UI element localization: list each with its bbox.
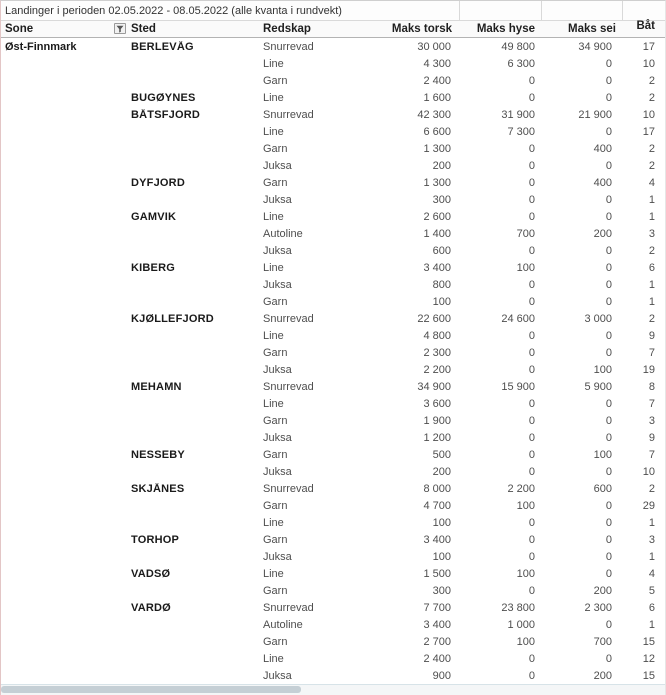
cell-hyse: 0 xyxy=(528,669,535,682)
cell-sted: BERLEVÅG xyxy=(131,40,194,53)
cell-sei: 0 xyxy=(605,193,612,206)
cell-redskap: Garn xyxy=(263,176,288,189)
cell-hyse: 700 xyxy=(516,227,535,240)
cell-torsk: 3 400 xyxy=(423,618,451,631)
cell-bat: 3 xyxy=(648,227,655,240)
cell-hyse: 0 xyxy=(528,397,535,410)
cell-sei: 0 xyxy=(605,244,612,257)
cell-hyse: 0 xyxy=(528,465,535,478)
cell-redskap: Line xyxy=(263,261,284,274)
cell-redskap: Line xyxy=(263,397,284,410)
cell-bat: 12 xyxy=(642,652,655,665)
table-row[interactable] xyxy=(1,514,665,531)
cell-redskap: Line xyxy=(263,652,284,665)
cell-redskap: Snurrevad xyxy=(263,380,314,393)
column-header-bat[interactable]: Båt xyxy=(636,20,655,32)
cell-sted: BUGØYNES xyxy=(131,91,196,104)
cell-redskap: Juksa xyxy=(263,431,292,444)
table-row[interactable] xyxy=(1,72,665,89)
cell-redskap: Juksa xyxy=(263,159,292,172)
cell-sei: 0 xyxy=(605,125,612,138)
cell-sei: 0 xyxy=(605,533,612,546)
cell-redskap: Garn xyxy=(263,295,288,308)
table-row[interactable] xyxy=(1,208,665,225)
column-header-redskap[interactable]: Redskap xyxy=(263,23,311,35)
table-row[interactable] xyxy=(1,378,665,395)
cell-redskap: Garn xyxy=(263,74,288,87)
cell-torsk: 900 xyxy=(432,669,451,682)
cell-hyse: 100 xyxy=(516,499,535,512)
cell-bat: 1 xyxy=(648,278,655,291)
cell-redskap: Snurrevad xyxy=(263,108,314,121)
cell-sei: 0 xyxy=(605,499,612,512)
cell-sei: 0 xyxy=(605,278,612,291)
table-row[interactable] xyxy=(1,140,665,157)
cell-torsk: 6 600 xyxy=(423,125,451,138)
cell-hyse: 0 xyxy=(528,652,535,665)
cell-bat: 1 xyxy=(648,618,655,631)
cell-torsk: 3 600 xyxy=(423,397,451,410)
cell-torsk: 4 300 xyxy=(423,57,451,70)
table-row[interactable] xyxy=(1,582,665,599)
scrollbar-thumb[interactable] xyxy=(1,686,301,693)
cell-hyse: 0 xyxy=(528,533,535,546)
cell-sted: KJØLLEFJORD xyxy=(131,312,214,325)
cell-sei: 0 xyxy=(605,550,612,563)
table-row[interactable] xyxy=(1,480,665,497)
cell-bat: 17 xyxy=(642,40,655,53)
cell-torsk: 200 xyxy=(432,159,451,172)
cell-redskap: Juksa xyxy=(263,244,292,257)
cell-bat: 19 xyxy=(642,363,655,376)
cell-hyse: 0 xyxy=(528,346,535,359)
table-row[interactable] xyxy=(1,616,665,633)
cell-redskap: Line xyxy=(263,567,284,580)
table-row[interactable] xyxy=(1,565,665,582)
cell-torsk: 300 xyxy=(432,584,451,597)
cell-bat: 5 xyxy=(648,584,655,597)
cell-bat: 2 xyxy=(648,244,655,257)
cell-redskap: Autoline xyxy=(263,618,303,631)
table-row[interactable] xyxy=(1,293,665,310)
cell-sei: 200 xyxy=(593,669,612,682)
cell-sted: DYFJORD xyxy=(131,176,185,189)
cell-sei: 0 xyxy=(605,329,612,342)
cell-redskap: Garn xyxy=(263,584,288,597)
cell-bat: 17 xyxy=(642,125,655,138)
table-row[interactable] xyxy=(1,344,665,361)
cell-torsk: 1 600 xyxy=(423,91,451,104)
filter-icon[interactable] xyxy=(114,23,126,34)
cell-sted: GAMVIK xyxy=(131,210,177,223)
table-row[interactable] xyxy=(1,531,665,548)
table-row[interactable] xyxy=(1,548,665,565)
cell-sei: 200 xyxy=(593,227,612,240)
cell-hyse: 2 200 xyxy=(507,482,535,495)
cell-hyse: 1 000 xyxy=(507,618,535,631)
cell-bat: 9 xyxy=(648,431,655,444)
cell-sted: TORHOP xyxy=(131,533,180,546)
cell-bat: 15 xyxy=(642,669,655,682)
cell-torsk: 42 300 xyxy=(417,108,451,121)
table-row[interactable] xyxy=(1,667,665,684)
report-title: Landinger i perioden 02.05.2022 - 08.05.2022 (alle kvanta i rundvekt) xyxy=(5,4,342,17)
cell-torsk: 2 600 xyxy=(423,210,451,223)
table-row[interactable] xyxy=(1,191,665,208)
cell-hyse: 100 xyxy=(516,635,535,648)
cell-bat: 1 xyxy=(648,295,655,308)
table-row[interactable] xyxy=(1,157,665,174)
cell-sei: 0 xyxy=(605,414,612,427)
cell-hyse: 0 xyxy=(528,329,535,342)
cell-sei: 0 xyxy=(605,159,612,172)
cell-torsk: 2 400 xyxy=(423,652,451,665)
table-row[interactable] xyxy=(1,242,665,259)
cell-redskap: Line xyxy=(263,91,284,104)
cell-bat: 6 xyxy=(648,601,655,614)
cell-bat: 7 xyxy=(648,346,655,359)
cell-bat: 2 xyxy=(648,159,655,172)
cell-sei: 0 xyxy=(605,431,612,444)
cell-hyse: 0 xyxy=(528,244,535,257)
cell-torsk: 2 700 xyxy=(423,635,451,648)
cell-torsk: 8 000 xyxy=(423,482,451,495)
column-header-maks-torsk[interactable]: Maks torsk xyxy=(391,23,452,35)
cell-redskap: Garn xyxy=(263,414,288,427)
cell-torsk: 3 400 xyxy=(423,533,451,546)
cell-redskap: Line xyxy=(263,57,284,70)
cell-sone: Øst-Finnmark xyxy=(5,40,77,53)
cell-torsk: 800 xyxy=(432,278,451,291)
column-header-maks-sei[interactable]: Maks sei xyxy=(568,23,616,35)
cell-bat: 1 xyxy=(648,550,655,563)
table-row[interactable] xyxy=(1,55,665,72)
cell-sei: 0 xyxy=(605,652,612,665)
cell-torsk: 1 500 xyxy=(423,567,451,580)
cell-hyse: 100 xyxy=(516,567,535,580)
cell-torsk: 600 xyxy=(432,244,451,257)
cell-redskap: Garn xyxy=(263,448,288,461)
cell-sei: 0 xyxy=(605,618,612,631)
cell-hyse: 31 900 xyxy=(501,108,535,121)
cell-redskap: Autoline xyxy=(263,227,303,240)
cell-hyse: 0 xyxy=(528,448,535,461)
cell-torsk: 2 200 xyxy=(423,363,451,376)
column-header-maks-hyse[interactable]: Maks hyse xyxy=(476,23,535,35)
cell-redskap: Juksa xyxy=(263,363,292,376)
table-row[interactable] xyxy=(1,89,665,106)
cell-redskap: Garn xyxy=(263,533,288,546)
cell-sted: VARDØ xyxy=(131,601,171,614)
cell-sted: VADSØ xyxy=(131,567,171,580)
table-row[interactable] xyxy=(1,106,665,123)
cell-hyse: 23 800 xyxy=(501,601,535,614)
cell-bat: 10 xyxy=(642,108,655,121)
cell-bat: 1 xyxy=(648,210,655,223)
table-row[interactable] xyxy=(1,123,665,140)
cell-torsk: 1 200 xyxy=(423,431,451,444)
cell-hyse: 0 xyxy=(528,176,535,189)
table-row[interactable] xyxy=(1,599,665,616)
table-row[interactable] xyxy=(1,38,665,55)
cell-bat: 9 xyxy=(648,329,655,342)
cell-hyse: 0 xyxy=(528,295,535,308)
cell-hyse: 0 xyxy=(528,550,535,563)
cell-sei: 0 xyxy=(605,465,612,478)
cell-torsk: 4 800 xyxy=(423,329,451,342)
table-row[interactable] xyxy=(1,412,665,429)
cell-sei: 0 xyxy=(605,57,612,70)
table-row[interactable] xyxy=(1,429,665,446)
cell-bat: 8 xyxy=(648,380,655,393)
table-row[interactable] xyxy=(1,463,665,480)
funnel-glyph xyxy=(116,25,124,33)
cell-bat: 2 xyxy=(648,74,655,87)
table-body xyxy=(1,38,665,684)
cell-torsk: 100 xyxy=(432,516,451,529)
cell-sei: 0 xyxy=(605,210,612,223)
column-header-sone-label: Sone xyxy=(5,23,34,35)
cell-sei: 0 xyxy=(605,91,612,104)
cell-bat: 10 xyxy=(642,57,655,70)
cell-sei: 600 xyxy=(593,482,612,495)
cell-sei: 400 xyxy=(593,142,612,155)
cell-redskap: Snurrevad xyxy=(263,40,314,53)
cell-sei: 0 xyxy=(605,567,612,580)
table-row[interactable] xyxy=(1,497,665,514)
cell-sei: 0 xyxy=(605,261,612,274)
cell-hyse: 0 xyxy=(528,159,535,172)
cell-sei: 400 xyxy=(593,176,612,189)
cell-sei: 0 xyxy=(605,516,612,529)
cell-torsk: 2 300 xyxy=(423,346,451,359)
cell-hyse: 7 300 xyxy=(507,125,535,138)
cell-torsk: 22 600 xyxy=(417,312,451,325)
cell-torsk: 500 xyxy=(432,448,451,461)
cell-bat: 3 xyxy=(648,533,655,546)
cell-torsk: 1 300 xyxy=(423,176,451,189)
cell-sted: SKJÅNES xyxy=(131,482,185,495)
cell-hyse: 0 xyxy=(528,584,535,597)
cell-bat: 15 xyxy=(642,635,655,648)
cell-bat: 2 xyxy=(648,482,655,495)
cell-sei: 2 300 xyxy=(584,601,612,614)
cell-bat: 29 xyxy=(642,499,655,512)
horizontal-scrollbar[interactable] xyxy=(1,685,666,695)
cell-hyse: 0 xyxy=(528,74,535,87)
cell-bat: 3 xyxy=(648,414,655,427)
column-header-sted[interactable]: Sted xyxy=(131,23,156,35)
cell-hyse: 0 xyxy=(528,414,535,427)
table-row[interactable] xyxy=(1,310,665,327)
cell-redskap: Garn xyxy=(263,635,288,648)
cell-torsk: 30 000 xyxy=(417,40,451,53)
table-header-row xyxy=(1,21,665,38)
cell-hyse: 0 xyxy=(528,210,535,223)
cell-hyse: 0 xyxy=(528,91,535,104)
cell-sei: 3 000 xyxy=(584,312,612,325)
cell-torsk: 200 xyxy=(432,465,451,478)
cell-sei: 0 xyxy=(605,397,612,410)
cell-redskap: Juksa xyxy=(263,193,292,206)
cell-redskap: Garn xyxy=(263,499,288,512)
cell-hyse: 0 xyxy=(528,193,535,206)
cell-sei: 34 900 xyxy=(578,40,612,53)
table-row[interactable] xyxy=(1,225,665,242)
cell-bat: 2 xyxy=(648,91,655,104)
cell-redskap: Snurrevad xyxy=(263,601,314,614)
cell-bat: 7 xyxy=(648,448,655,461)
cell-sei: 100 xyxy=(593,363,612,376)
cell-redskap: Line xyxy=(263,516,284,529)
cell-sei: 21 900 xyxy=(578,108,612,121)
report-title-row xyxy=(1,1,665,21)
cell-hyse: 0 xyxy=(528,431,535,444)
cell-bat: 4 xyxy=(648,567,655,580)
column-header-sone[interactable] xyxy=(1,23,128,37)
cell-hyse: 6 300 xyxy=(507,57,535,70)
cell-redskap: Snurrevad xyxy=(263,312,314,325)
cell-torsk: 2 400 xyxy=(423,74,451,87)
cell-sei: 0 xyxy=(605,74,612,87)
table-row[interactable] xyxy=(1,276,665,293)
cell-hyse: 49 800 xyxy=(501,40,535,53)
cell-hyse: 0 xyxy=(528,363,535,376)
cell-hyse: 0 xyxy=(528,516,535,529)
table-row[interactable] xyxy=(1,259,665,276)
title-spacer-bat xyxy=(622,1,665,20)
cell-redskap: Line xyxy=(263,329,284,342)
cell-bat: 6 xyxy=(648,261,655,274)
table-row[interactable] xyxy=(1,446,665,463)
cell-redskap: Line xyxy=(263,125,284,138)
title-spacer-hyse xyxy=(459,1,541,20)
cell-sted: MEHAMN xyxy=(131,380,182,393)
table-row[interactable] xyxy=(1,327,665,344)
cell-torsk: 3 400 xyxy=(423,261,451,274)
table-row[interactable] xyxy=(1,174,665,191)
table-row[interactable] xyxy=(1,633,665,650)
cell-hyse: 15 900 xyxy=(501,380,535,393)
cell-torsk: 4 700 xyxy=(423,499,451,512)
cell-sted: KIBERG xyxy=(131,261,175,274)
title-spacer-sei xyxy=(541,1,622,20)
cell-torsk: 300 xyxy=(432,193,451,206)
cell-hyse: 100 xyxy=(516,261,535,274)
cell-torsk: 34 900 xyxy=(417,380,451,393)
cell-torsk: 1 300 xyxy=(423,142,451,155)
cell-redskap: Juksa xyxy=(263,550,292,563)
cell-redskap: Juksa xyxy=(263,669,292,682)
table-row[interactable] xyxy=(1,395,665,412)
cell-redskap: Snurrevad xyxy=(263,482,314,495)
cell-redskap: Garn xyxy=(263,142,288,155)
cell-sei: 200 xyxy=(593,584,612,597)
cell-bat: 10 xyxy=(642,465,655,478)
cell-torsk: 1 900 xyxy=(423,414,451,427)
table-row[interactable] xyxy=(1,361,665,378)
table-row[interactable] xyxy=(1,650,665,667)
cell-bat: 2 xyxy=(648,312,655,325)
cell-torsk: 100 xyxy=(432,295,451,308)
cell-torsk: 100 xyxy=(432,550,451,563)
cell-bat: 1 xyxy=(648,193,655,206)
cell-torsk: 7 700 xyxy=(423,601,451,614)
cell-hyse: 24 600 xyxy=(501,312,535,325)
cell-torsk: 1 400 xyxy=(423,227,451,240)
cell-bat: 1 xyxy=(648,516,655,529)
cell-sted: BÅTSFJORD xyxy=(131,108,201,121)
cell-bat: 2 xyxy=(648,142,655,155)
cell-hyse: 0 xyxy=(528,142,535,155)
cell-redskap: Line xyxy=(263,210,284,223)
cell-redskap: Juksa xyxy=(263,278,292,291)
cell-bat: 4 xyxy=(648,176,655,189)
cell-redskap: Juksa xyxy=(263,465,292,478)
cell-hyse: 0 xyxy=(528,278,535,291)
cell-sei: 700 xyxy=(593,635,612,648)
cell-sei: 0 xyxy=(605,295,612,308)
cell-sei: 100 xyxy=(593,448,612,461)
cell-bat: 7 xyxy=(648,397,655,410)
cell-sted: NESSEBY xyxy=(131,448,185,461)
cell-sei: 5 900 xyxy=(584,380,612,393)
cell-sei: 0 xyxy=(605,346,612,359)
cell-redskap: Garn xyxy=(263,346,288,359)
